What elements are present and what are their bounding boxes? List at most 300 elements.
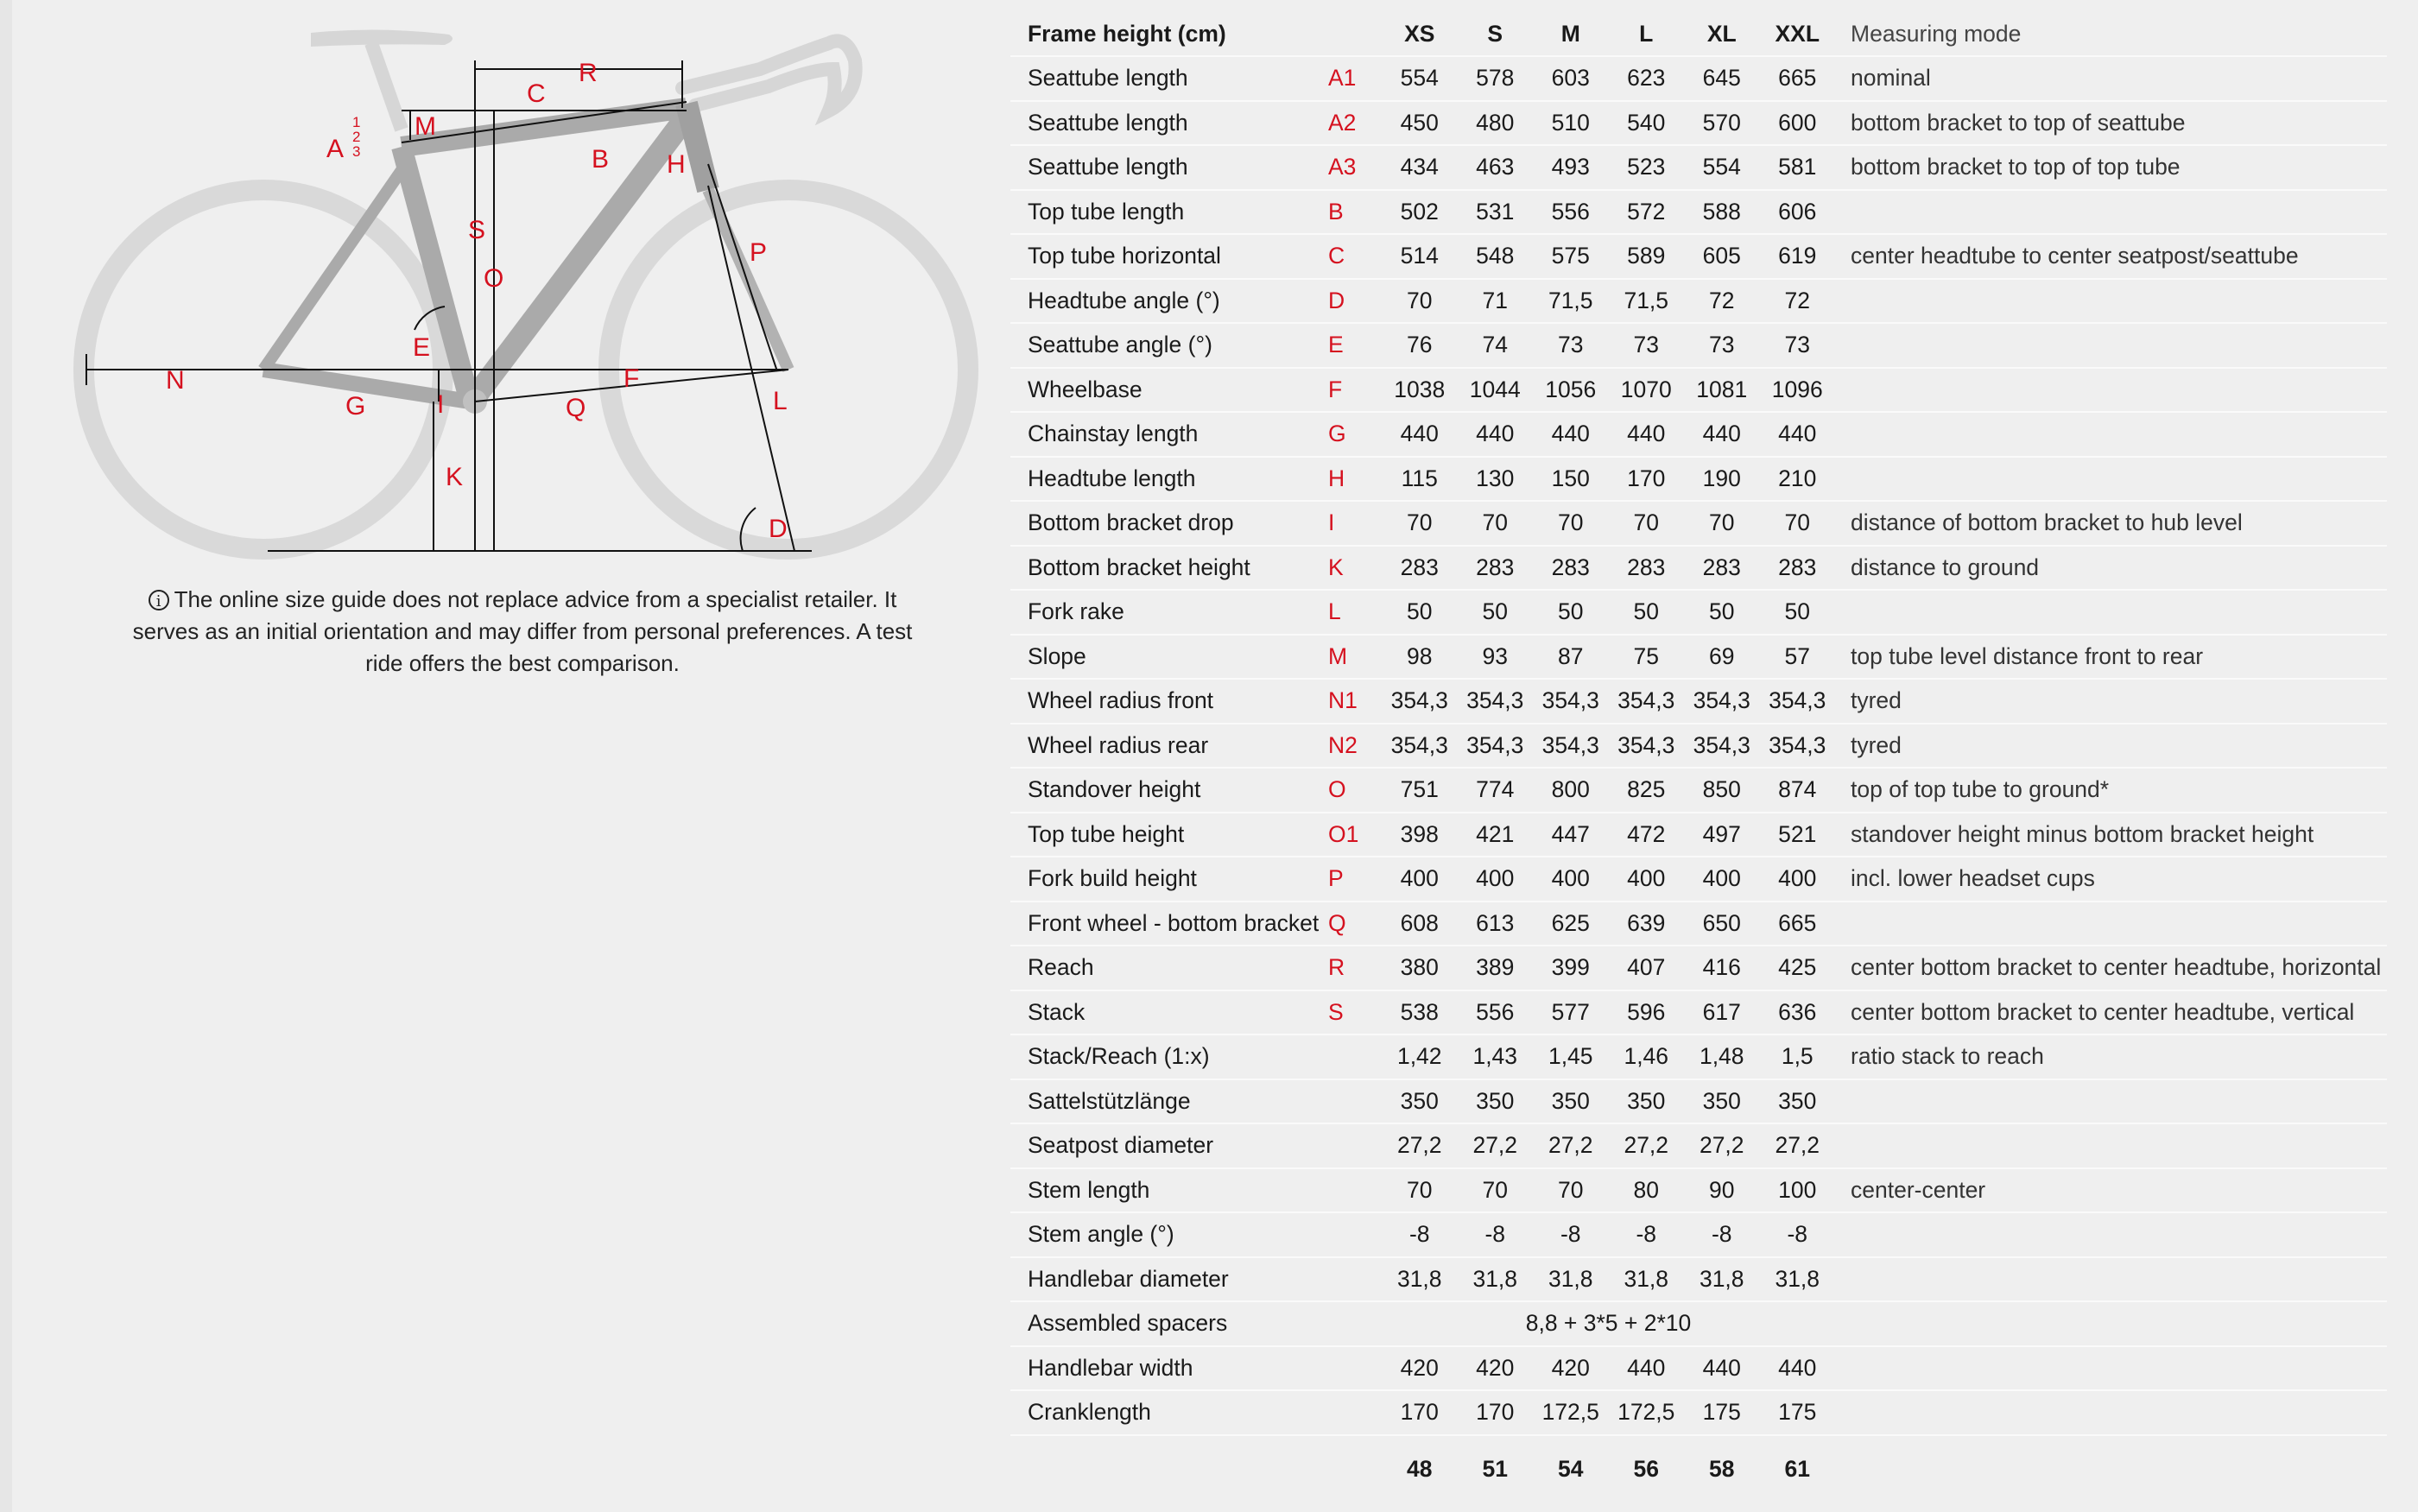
row-name: Headtube angle (°): [1028, 287, 1220, 313]
row-value: 440: [1702, 421, 1741, 447]
row-value: 493: [1551, 154, 1590, 180]
row-value: 283: [1400, 554, 1439, 580]
row-code: I: [1328, 509, 1335, 536]
label-i: I: [437, 390, 445, 419]
row-measuring-mode: ratio stack to reach: [1851, 1043, 2044, 1070]
table-row: [1010, 547, 2387, 592]
row-value: 751: [1400, 776, 1439, 803]
row-value: 447: [1551, 820, 1590, 847]
row-value: 76: [1407, 332, 1433, 358]
row-value: 80: [1633, 1176, 1659, 1203]
size-guide-note: [130, 584, 915, 680]
header-measuring-mode: Measuring mode: [1851, 20, 2022, 47]
row-name: Stack/Reach (1:x): [1028, 1043, 1210, 1070]
row-value: 283: [1702, 554, 1741, 580]
row-value: 210: [1778, 465, 1817, 491]
row-value: 825: [1627, 776, 1666, 803]
row-value: 283: [1778, 554, 1817, 580]
table-row: [1010, 946, 2387, 991]
row-value: 440: [1476, 421, 1515, 447]
row-code: O1: [1328, 820, 1359, 847]
row-name: Top tube length: [1028, 198, 1185, 225]
row-value: 420: [1551, 1354, 1590, 1381]
saddle: [311, 29, 453, 47]
row-value: 90: [1709, 1176, 1735, 1203]
row-value: 548: [1476, 243, 1515, 269]
row-value: -8: [1408, 1221, 1430, 1248]
row-value: 354,3: [1390, 731, 1448, 758]
row-value: 1,43: [1472, 1043, 1518, 1070]
row-value: 354,3: [1466, 731, 1524, 758]
row-value: 613: [1476, 909, 1515, 936]
row-value: 850: [1702, 776, 1741, 803]
row-name: Handlebar width: [1028, 1354, 1193, 1381]
table-row: [1010, 502, 2387, 547]
label-f: F: [623, 364, 640, 393]
row-value: 70: [1482, 509, 1508, 536]
row-name: Seattube length: [1028, 154, 1188, 180]
row-value: 350: [1400, 1087, 1439, 1114]
table-row: [1010, 1302, 2387, 1347]
label-m: M: [415, 112, 436, 141]
row-value: 71,5: [1624, 287, 1669, 313]
row-value: 554: [1702, 154, 1741, 180]
row-measuring-mode: tyred: [1851, 687, 1902, 714]
row-value: 1,5: [1781, 1043, 1814, 1070]
row-value: 450: [1400, 109, 1439, 136]
row-name: Slope: [1028, 642, 1086, 669]
row-code: B: [1328, 198, 1344, 225]
geometry-table: [1010, 12, 2387, 1493]
row-name: Stem length: [1028, 1176, 1150, 1203]
row-code: L: [1328, 598, 1341, 625]
header-size-s: S: [1487, 20, 1503, 47]
row-value: 283: [1476, 554, 1515, 580]
row-code: O: [1328, 776, 1346, 803]
row-value: 596: [1627, 998, 1666, 1025]
row-value: 31,8: [1472, 1265, 1518, 1292]
row-value: 70: [1407, 287, 1433, 313]
row-value: 1081: [1696, 376, 1748, 402]
row-value: 31,8: [1624, 1265, 1669, 1292]
table-row: [1010, 57, 2387, 102]
row-value: 1096: [1771, 376, 1823, 402]
row-measuring-mode: top of top tube to ground*: [1851, 776, 2110, 803]
row-value: 170: [1627, 465, 1666, 491]
row-name: Chainstay length: [1028, 421, 1199, 447]
table-header: [1010, 12, 2387, 57]
table-row: [1010, 1347, 2387, 1392]
label-e: E: [413, 333, 431, 362]
row-value: 874: [1778, 776, 1817, 803]
label-g: G: [345, 392, 366, 421]
row-value: 27,2: [1548, 1132, 1593, 1159]
table-row: [1010, 1258, 2387, 1303]
head-tube: [687, 104, 708, 190]
row-value: 400: [1778, 865, 1817, 892]
row-name: Cranklength: [1028, 1399, 1151, 1426]
row-value: 170: [1476, 1399, 1515, 1426]
row-value: 1,46: [1624, 1043, 1669, 1070]
fork: [708, 190, 788, 370]
row-value: 115: [1401, 465, 1438, 491]
row-value: 27,2: [1699, 1132, 1744, 1159]
row-value: 354,3: [1693, 731, 1750, 758]
row-value: 50: [1784, 598, 1810, 625]
row-name: Seattube length: [1028, 109, 1188, 136]
row-value: 578: [1476, 65, 1515, 92]
row-value: 440: [1551, 421, 1590, 447]
table-row: [1010, 235, 2387, 280]
table-footer: [1010, 1436, 2387, 1493]
row-name: Seattube length: [1028, 65, 1188, 92]
row-value: 57: [1784, 642, 1810, 669]
row-value: 27,2: [1472, 1132, 1518, 1159]
row-value: 636: [1778, 998, 1817, 1025]
label-h: H: [667, 150, 686, 179]
row-value: 27,2: [1624, 1132, 1669, 1159]
table-row: [1010, 591, 2387, 636]
row-measuring-mode: standover height minus bottom bracket height: [1851, 820, 2314, 847]
row-value: 1056: [1545, 376, 1597, 402]
row-value: 350: [1476, 1087, 1515, 1114]
row-value: 645: [1702, 65, 1741, 92]
row-value: 619: [1778, 243, 1817, 269]
row-value: 1,45: [1548, 1043, 1593, 1070]
row-code: R: [1328, 954, 1345, 981]
row-value: 606: [1778, 198, 1817, 225]
row-value: 400: [1627, 865, 1666, 892]
row-code: P: [1328, 865, 1344, 892]
label-a2: 2: [352, 129, 361, 145]
row-value: 190: [1702, 465, 1741, 491]
row-measuring-mode: center bottom bracket to center headtube, horizontal: [1851, 954, 2382, 981]
row-value: 72: [1784, 287, 1810, 313]
row-value: 1,48: [1699, 1043, 1744, 1070]
row-code: A3: [1328, 154, 1357, 180]
row-code: S: [1328, 998, 1344, 1025]
table-row: [1010, 902, 2387, 947]
row-value: 800: [1551, 776, 1590, 803]
row-code: A1: [1328, 65, 1357, 92]
row-name: Standover height: [1028, 776, 1201, 803]
row-value: 50: [1558, 598, 1584, 625]
row-name: Reach: [1028, 954, 1094, 981]
footer-frame-height: 56: [1633, 1456, 1659, 1482]
row-value: 31,8: [1548, 1265, 1593, 1292]
label-k: K: [446, 463, 464, 491]
row-value: 407: [1627, 954, 1666, 981]
handlebar: [682, 41, 856, 111]
row-value: -8: [1711, 1221, 1732, 1248]
row-value: -8: [1484, 1221, 1506, 1248]
row-value: 70: [1558, 509, 1584, 536]
row-value: 521: [1778, 820, 1817, 847]
row-value: 400: [1476, 865, 1515, 892]
left-edge-strip: [0, 0, 12, 1512]
row-name: Bottom bracket height: [1028, 554, 1250, 580]
row-value: 1,42: [1396, 1043, 1442, 1070]
row-value: 523: [1627, 154, 1666, 180]
row-code: G: [1328, 421, 1346, 447]
row-value: 130: [1476, 465, 1515, 491]
row-value: 623: [1627, 65, 1666, 92]
table-row: [1010, 102, 2387, 147]
footer-frame-height: 61: [1784, 1456, 1810, 1482]
row-value: 398: [1400, 820, 1439, 847]
row-name: Headtube length: [1028, 465, 1196, 491]
row-value: 354,3: [1769, 687, 1826, 714]
row-value: 472: [1627, 820, 1666, 847]
row-value: 50: [1709, 598, 1735, 625]
row-code: D: [1328, 287, 1345, 313]
row-value: 31,8: [1396, 1265, 1442, 1292]
row-name: Wheel radius front: [1028, 687, 1214, 714]
row-value: 150: [1551, 465, 1590, 491]
row-value: 70: [1709, 509, 1735, 536]
label-s: S: [468, 216, 486, 244]
row-value: 600: [1778, 109, 1817, 136]
row-name: Wheelbase: [1028, 376, 1143, 402]
footer-frame-height: 54: [1558, 1456, 1584, 1482]
row-value: 425: [1778, 954, 1817, 981]
row-value: 639: [1627, 909, 1666, 936]
label-d: D: [769, 515, 788, 543]
row-value: -8: [1787, 1221, 1808, 1248]
row-value: 625: [1551, 909, 1590, 936]
info-icon: i: [149, 590, 169, 610]
row-name: Top tube height: [1028, 820, 1185, 847]
table-row: [1010, 1169, 2387, 1214]
header-size-xl: XL: [1706, 20, 1737, 47]
row-value: 589: [1627, 243, 1666, 269]
row-value: 497: [1702, 820, 1741, 847]
row-value: 75: [1633, 642, 1659, 669]
row-value: 354,3: [1617, 731, 1675, 758]
row-measuring-mode: top tube level distance front to rear: [1851, 642, 2204, 669]
row-value: 71,5: [1548, 287, 1593, 313]
row-value: 283: [1627, 554, 1666, 580]
label-r: R: [579, 59, 598, 87]
table-row: [1010, 1391, 2387, 1436]
row-value: 350: [1702, 1087, 1741, 1114]
row-value: 71: [1482, 287, 1508, 313]
row-value: 603: [1551, 65, 1590, 92]
row-value: 570: [1702, 109, 1741, 136]
row-value: 420: [1400, 1354, 1439, 1381]
row-value: 572: [1627, 198, 1666, 225]
row-measuring-mode: tyred: [1851, 731, 1902, 758]
row-measuring-mode: center bottom bracket to center headtube, vertical: [1851, 998, 2355, 1025]
row-value: 175: [1778, 1399, 1817, 1426]
row-value: 70: [1633, 509, 1659, 536]
row-value: 73: [1784, 332, 1810, 358]
header-size-m: M: [1560, 20, 1580, 47]
row-value: 350: [1627, 1087, 1666, 1114]
row-value: 463: [1476, 154, 1515, 180]
table-body: [1010, 57, 2387, 1436]
row-name: Seatpost diameter: [1028, 1132, 1214, 1159]
row-value: 480: [1476, 109, 1515, 136]
footer-frame-height: 51: [1482, 1456, 1508, 1482]
row-value: 556: [1551, 198, 1590, 225]
row-value: 605: [1702, 243, 1741, 269]
row-value: 440: [1627, 1354, 1666, 1381]
label-b: B: [592, 145, 610, 174]
row-name: Sattelstützlänge: [1028, 1087, 1191, 1114]
row-value: 27,2: [1775, 1132, 1820, 1159]
row-name: Seattube angle (°): [1028, 332, 1212, 358]
table-row: [1010, 1035, 2387, 1080]
footer-frame-height: 58: [1709, 1456, 1735, 1482]
row-value: 100: [1778, 1176, 1817, 1203]
row-value: 416: [1702, 954, 1741, 981]
label-l: L: [773, 387, 788, 415]
row-value: 72: [1709, 287, 1735, 313]
header-size-xxl: XXL: [1775, 20, 1820, 47]
row-value: 354,3: [1769, 731, 1826, 758]
row-value: 617: [1702, 998, 1741, 1025]
row-value: 172,5: [1617, 1399, 1675, 1426]
row-code: E: [1328, 332, 1344, 358]
label-q: Q: [566, 394, 586, 422]
row-value: 1070: [1620, 376, 1672, 402]
row-value: 588: [1702, 198, 1741, 225]
row-value: 380: [1400, 954, 1439, 981]
row-value: 575: [1551, 243, 1590, 269]
row-value: 74: [1482, 332, 1508, 358]
table-row: [1010, 369, 2387, 414]
row-value: 399: [1551, 954, 1590, 981]
row-value: 350: [1551, 1087, 1590, 1114]
row-value: 440: [1778, 1354, 1817, 1381]
header-size-xs: XS: [1404, 20, 1435, 47]
row-value: 420: [1476, 1354, 1515, 1381]
table-row: [1010, 324, 2387, 369]
row-value: 50: [1407, 598, 1433, 625]
row-measuring-mode: distance of bottom bracket to hub level: [1851, 509, 2243, 536]
row-value: 531: [1476, 198, 1515, 225]
row-value: 440: [1778, 421, 1817, 447]
table-row: [1010, 769, 2387, 813]
row-value: 400: [1551, 865, 1590, 892]
table-row: [1010, 991, 2387, 1036]
label-o: O: [484, 264, 504, 293]
row-value: 354,3: [1466, 687, 1524, 714]
row-value: 1044: [1469, 376, 1521, 402]
row-code: H: [1328, 465, 1345, 491]
row-value: -8: [1560, 1221, 1581, 1248]
row-value: 389: [1476, 954, 1515, 981]
row-name: Fork rake: [1028, 598, 1124, 625]
row-name: Wheel radius rear: [1028, 731, 1209, 758]
table-row: [1010, 146, 2387, 191]
row-value: 87: [1558, 642, 1584, 669]
row-value: 350: [1778, 1087, 1817, 1114]
row-measuring-mode: nominal: [1851, 65, 1931, 92]
row-value: 73: [1633, 332, 1659, 358]
table-row: [1010, 636, 2387, 680]
row-value: 31,8: [1699, 1265, 1744, 1292]
row-value: -8: [1636, 1221, 1657, 1248]
row-value: 440: [1627, 421, 1666, 447]
row-value: 70: [1558, 1176, 1584, 1203]
row-name: Stack: [1028, 998, 1086, 1025]
label-c: C: [527, 79, 546, 108]
row-value: 400: [1400, 865, 1439, 892]
row-value: 70: [1407, 509, 1433, 536]
note-text: The online size guide does not replace advice from a specialist retailer. It serves as an initial orientation and may differ from personal preferences. A test ride offers the best comparison.: [132, 586, 913, 676]
top-tube: [402, 108, 687, 147]
row-code: K: [1328, 554, 1344, 580]
row-value: 175: [1702, 1399, 1741, 1426]
row-value: 665: [1778, 65, 1817, 92]
row-code: F: [1328, 376, 1343, 402]
table-row: [1010, 857, 2387, 902]
table-row: [1010, 680, 2387, 724]
table-row: [1010, 191, 2387, 236]
row-name: Assembled spacers: [1028, 1310, 1228, 1337]
row-value: 93: [1482, 642, 1508, 669]
row-value: 1038: [1394, 376, 1446, 402]
row-span-value: 8,8 + 3*5 + 2*10: [1525, 1310, 1692, 1337]
row-value: 31,8: [1775, 1265, 1820, 1292]
row-value: 70: [1407, 1176, 1433, 1203]
row-value: 774: [1476, 776, 1515, 803]
row-value: 50: [1633, 598, 1659, 625]
row-value: 170: [1400, 1399, 1439, 1426]
bike-geometry-diagram: [52, 9, 984, 570]
label-a: A: [326, 135, 345, 163]
row-value: 70: [1482, 1176, 1508, 1203]
row-code: A2: [1328, 109, 1357, 136]
table-row: [1010, 1213, 2387, 1258]
row-value: 608: [1400, 909, 1439, 936]
row-measuring-mode: bottom bracket to top of seattube: [1851, 109, 2186, 136]
row-value: 440: [1702, 1354, 1741, 1381]
row-code: N1: [1328, 687, 1358, 714]
table-row: [1010, 413, 2387, 458]
row-name: Top tube horizontal: [1028, 243, 1221, 269]
row-value: 27,2: [1396, 1132, 1442, 1159]
row-measuring-mode: center headtube to center seatpost/seattube: [1851, 243, 2299, 269]
row-value: 421: [1476, 820, 1515, 847]
table-row: [1010, 813, 2387, 858]
row-value: 70: [1784, 509, 1810, 536]
row-value: 354,3: [1541, 687, 1599, 714]
row-name: Handlebar diameter: [1028, 1265, 1229, 1292]
row-value: 50: [1482, 598, 1508, 625]
row-code: M: [1328, 642, 1348, 669]
row-value: 172,5: [1541, 1399, 1599, 1426]
row-value: 554: [1400, 65, 1439, 92]
row-name: Front wheel - bottom bracket: [1028, 909, 1320, 936]
row-code: Q: [1328, 909, 1346, 936]
header-frame-height: Frame height (cm): [1028, 20, 1226, 47]
row-value: 69: [1709, 642, 1735, 669]
row-value: 581: [1778, 154, 1817, 180]
row-value: 354,3: [1617, 687, 1675, 714]
label-n: N: [166, 366, 185, 395]
row-value: 665: [1778, 909, 1817, 936]
footer-frame-height: 48: [1407, 1456, 1433, 1482]
row-value: 650: [1702, 909, 1741, 936]
row-measuring-mode: distance to ground: [1851, 554, 2040, 580]
row-value: 434: [1400, 154, 1439, 180]
table-row: [1010, 458, 2387, 503]
row-name: Bottom bracket drop: [1028, 509, 1234, 536]
row-value: 440: [1400, 421, 1439, 447]
